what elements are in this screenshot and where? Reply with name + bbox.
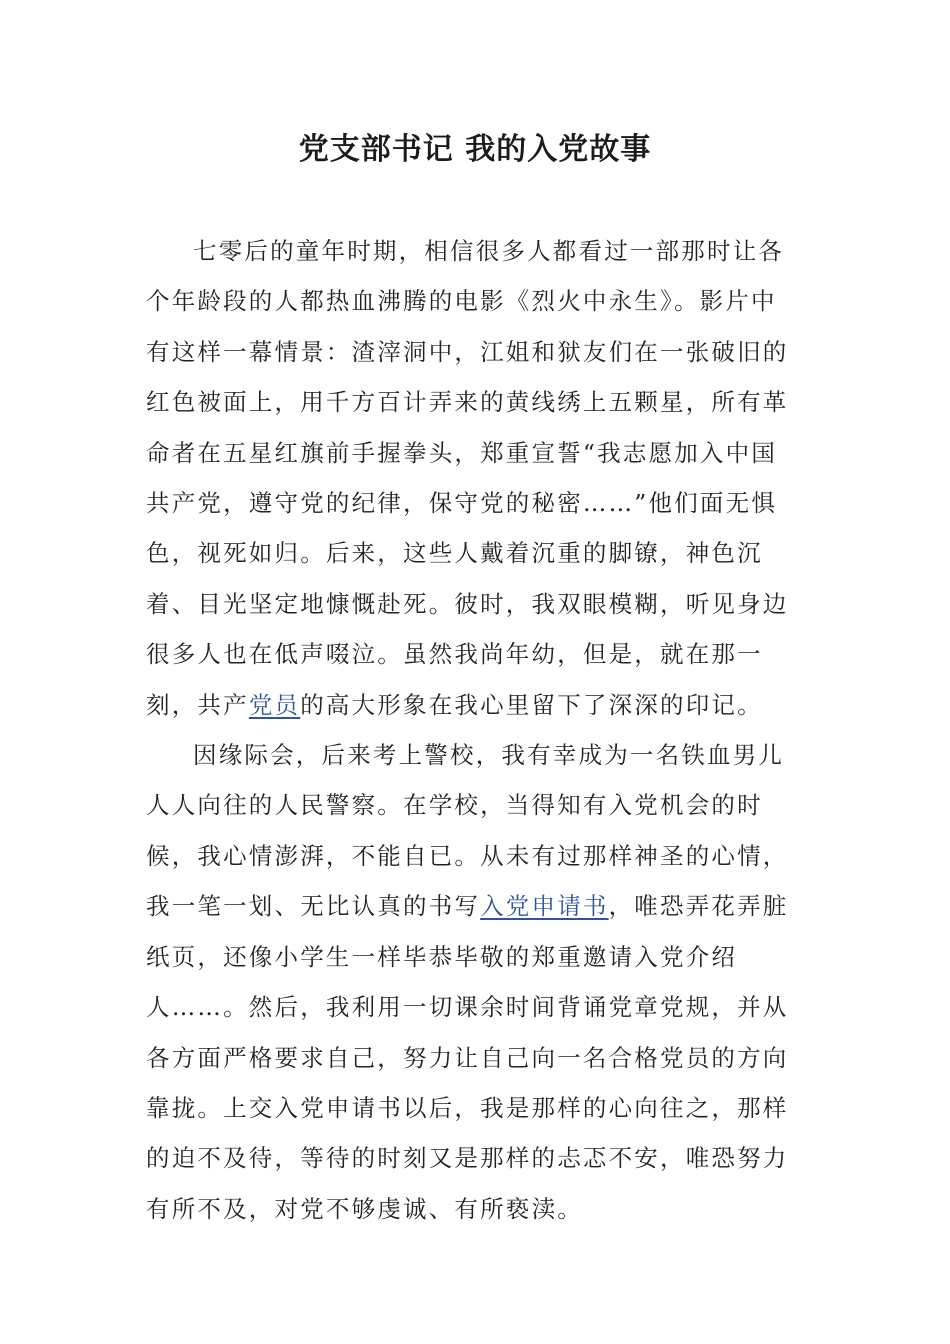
paragraph-1 [146, 226, 798, 730]
document-title: 党支部书记 我的入党故事 [298, 132, 652, 167]
paragraph-1-text-b: 的高大形象在我心里留下了深深的印记。 [300, 690, 763, 719]
paragraph-2 [146, 730, 798, 1234]
document-body [146, 226, 798, 1234]
paragraph-2-text-a: 因缘际会，后来考上警校，我有幸成为一名铁血男儿人人向往的人民警察。在学校，当得知有入党机会的时候，我心情澎湃，不能自已。从未有过那样神圣的心情，我一笔一划、无比认真的书写 [146, 741, 789, 921]
paragraph-2-text-b: ，唯恐弄花弄脏纸页，还像小学生一样毕恭毕敬的郑重邀请入党介绍人……。然后，我利用一切课余时间背诵党章党规，并从各方面严格要求自己，努力让自己向一名合格党员的方向靠拢。上交入党申请书以后，我是那样的心向往之，那样的迫不及待，等待的时刻又是那样的忐忑不安，唯恐努力有所不及，对党不够虔诚、有所亵渎。 [146, 892, 789, 1223]
link-application-letter[interactable]: 入党申请书 [480, 892, 609, 921]
paragraph-1-text-a: 七零后的童年时期，相信很多人都看过一部那时让各个年龄段的人都热血沸腾的电影《烈火中永生》。影片中有这样一幕情景：渣滓洞中，江姐和狱友们在一张破旧的红色被面上，用千方百计弄来的黄线绣上五颗星，所有革命者在五星红旗前手握拳头，郑重宣誓“我志愿加入中国共产党，遵守党的纪律，保守党的秘密……”他们面无惧色，视死如归。后来，这些人戴着沉重的脚镣，神色沉着、目光坚定地慷慨赴死。彼时，我双眼模糊，听见身边很多人也在低声啜泣。虽然我尚年幼，但是，就在那一刻，共产 [146, 237, 789, 719]
link-party-member[interactable]: 党员 [248, 690, 301, 719]
